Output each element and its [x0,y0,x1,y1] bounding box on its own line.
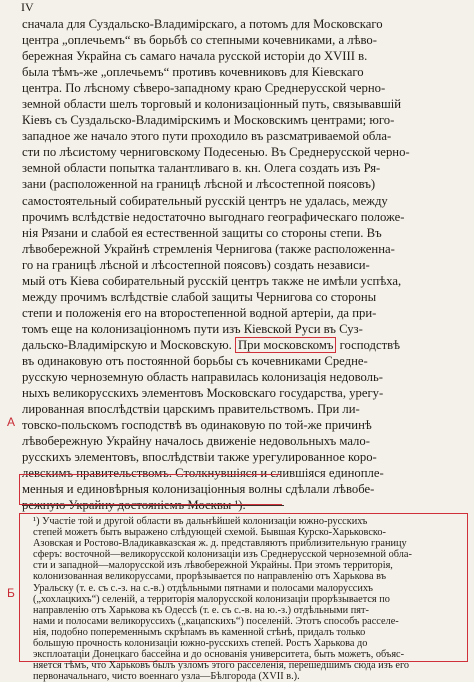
text-line: между прочимъ вслѣдствіе слабой защиты Чернигова со стороны [22,289,377,304]
annotation-label-b: Б [7,586,15,600]
text-line: центра. По лѣсному сѣверо-западному краю Среднерусской черно- [22,81,386,96]
text-line: сти по лѣсистому черниговскому Подесенью. Въ Среднерусской черно- [22,145,410,160]
text-line: была тѣмъ-же „оплечьемъ“ противъ кочевниковъ для Кіевскаго [22,65,364,80]
text-line-segment: господствѣ [339,337,401,352]
highlighted-phrase: При московскомъ [235,337,336,353]
footnote-line: ¹) Участіе той и другой области въ дальнѣйшей колонизаціи южно-русскихъ [33,516,368,527]
text-line-with-highlight [22,337,462,353]
text-line: сначала для Суздальско-Владимірскаго, а потомъ для Московскаго [22,17,383,31]
text-line: бережная Украйна съ самаго начала русской исторіи до XVIII в. [22,49,368,64]
text-line: ныхъ великорусскихъ элементовъ Московскаго государства, урегу- [22,386,384,401]
text-line: го на границѣ лѣсной и лѣсостепной поясовъ) создать независи- [22,257,370,272]
text-line-segment: дальско-Владимірскую и Московскую. [22,337,232,352]
footnote-line: эксплоатаціи Донецкаго бассейна и до основанія университета, быть можетъ, объяс- [33,649,405,661]
footnote-line: нія, подобно попеременнымъ скрѣпамъ въ каменной стѣнѣ, придалъ только [33,626,366,638]
text-line: нія Рязани и слабой ея естественной защиты со стороны степи. Въ [22,225,382,240]
text-line: левскимъ правительствомъ. Столкнувшіяся и слившіяся единопле- [22,466,384,481]
text-line: земной области шелъ торговый и колонизаціонный путь, связывавшій [22,97,402,112]
footnote-line: первоначальнаго, чисто военнаго узла—Бѣлгорода (XVII в.). [33,671,300,682]
text-line: Кіевъ съ Суздальско-Владимірскимъ и Московскимъ центрами; юго- [22,113,395,128]
text-line: товско-польскомъ господствѣ въ одинаковую по той-же причинѣ [22,418,372,433]
text-line: въ одинаковую отъ постоянной борьбы съ кочевниками Средне- [22,353,368,368]
footnote-line: няется тѣмъ, что Харьковъ былъ узломъ этого расселенія, перешедшимъ сюда изъ его [33,660,410,672]
footnote-line: направленію отъ Харькова къ Одессѣ (т. е. съ с.-в. на ю.-з.) отдѣльными пят- [33,604,369,616]
text-line: менныя и единовѣрныя колонизаціонныя волны сдѣлали лѣвобе- [22,482,375,497]
footnote-line: нами и полосами великоруссихъ („кацапскихъ“) поселеній. Этотъ способъ расселе- [33,615,399,627]
footnote-line: Уральску (т. е. съ с.-з. на с.-в.) отдѣльными пятнами и полосами малоруссихъ [33,582,373,594]
annotation-label-a: А [7,415,16,429]
footnote-line: Азовская и Ростово-Владикавказская ж. д. представляютъ приблизительную границу [33,538,407,550]
text-line: земной области попытка талантливаго в. кн. Олега создать изъ Ря- [22,161,381,176]
text-line: центра „оплечьемъ“ въ борьбѣ со степными кочевниками, а лѣво- [22,33,377,48]
footnote-line: сти и западной—малорусской изъ лѣвобережной Украйны. При этомъ территорія, [33,560,393,572]
text-line: лѣвобережной Украйнѣ стремленія Чернигова (также расположенна- [22,241,395,256]
text-line: лѣвобережную Украйну началось движеніе недовольныхъ мало- [22,434,370,449]
text-line-last: режную Украйну достояніемъ Москвы ¹). [22,498,246,513]
annotation-bracket-a [19,474,282,505]
text-line: степи и положенія его на второстепенной водной артеріи, да при- [22,305,377,320]
footnote-line: колонизованная великоруссами, прорѣзывается по направленію отъ Харькова въ [33,571,387,583]
footnote-line: сферъ: восточной—великорусской колонизаціи изъ Среднерусской черноземной обла- [33,549,412,561]
text-line: томъ еще на колонизаціонномъ пути изъ Кіевской Руси въ Суз- [22,321,363,336]
footnote-line: степей можетъ быть выражено слѣдующей схемой. Бывшая Курско-Харьковско- [33,527,386,539]
text-line: лированная впослѣдствіи царскимъ правительствомъ. При ли- [22,402,360,417]
text-line: самостоятельный собирательный русскій центръ не удалась, между [22,193,388,208]
page-number: IV [21,0,34,14]
text-line: прочимъ вслѣдствіе недостаточно выгоднаго географическаго положе- [22,209,405,224]
text-line: зани (расположенной на границѣ лѣсной и лѣсостепной поясовъ) [22,177,376,192]
text-line: русскую черноземную область направилась колонизація недоволь- [22,370,384,385]
footnote-divider [22,505,284,506]
text-line: западное же начало этого пути проходило въ разсматриваемой обла- [22,129,392,144]
text-line: русскихъ элементовъ, впослѣдствіи также урегулированное коро- [22,450,377,465]
main-text [22,16,462,513]
footnote-line: („хохлацкихъ“) селеній, а территорія малорусской колонизаціи прорѣзывается по [33,593,390,605]
footnote-line: большую прочность колонизаціи южно-русскихъ степей. Ростъ Харькова до [33,638,368,650]
text-line: мый отъ Кіева собирательный русскій центръ также не имѣли успѣха, [22,273,402,288]
footnote [33,516,461,682]
